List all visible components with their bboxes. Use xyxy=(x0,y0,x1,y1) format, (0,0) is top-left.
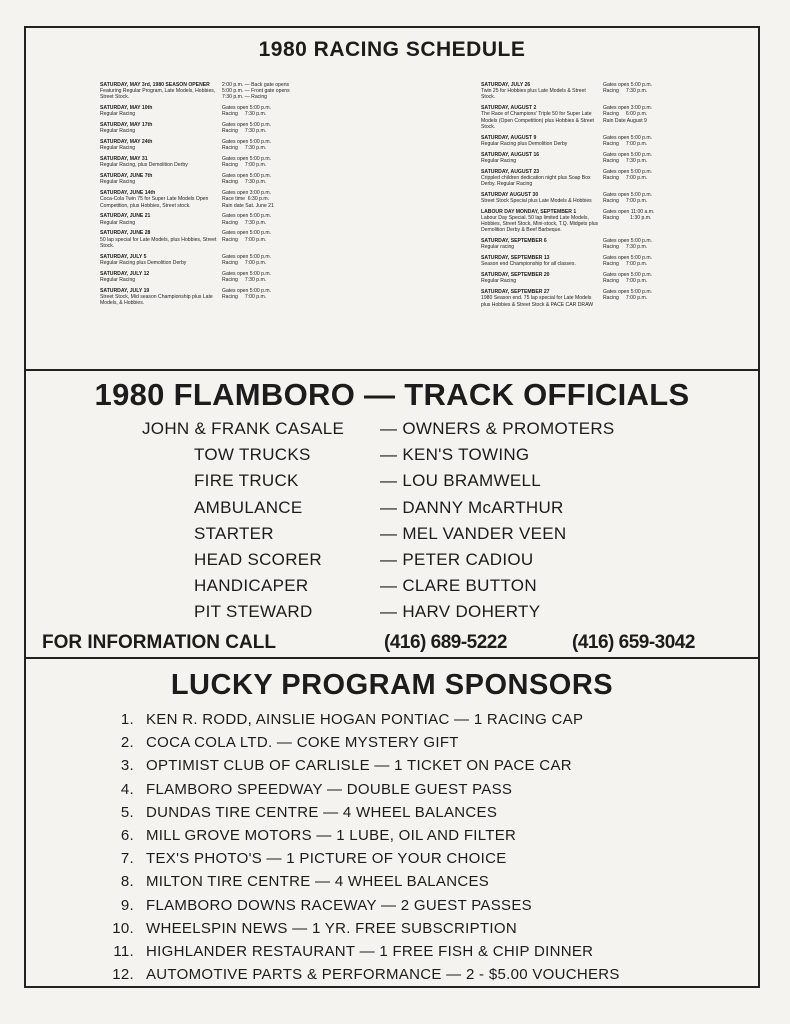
schedule-time-line: Racing 7:00 p.m. xyxy=(603,198,648,205)
schedule-desc-text: Regular Racing plus Demolition Derby xyxy=(481,140,568,147)
schedule-entry-description xyxy=(100,82,220,101)
schedule-date: SATURDAY, JULY 26 xyxy=(481,82,531,88)
sponsor-item xyxy=(106,827,620,850)
schedule-title: 1980 RACING SCHEDULE xyxy=(258,38,526,61)
sponsor-item xyxy=(106,734,620,757)
official-role: HANDICAPER xyxy=(194,576,309,596)
schedule-desc-text: Regular Racing xyxy=(100,145,136,152)
info-phone-2: (416) 659-3042 xyxy=(572,632,695,653)
schedule-times xyxy=(220,139,340,151)
schedule-time-line: Gates open 5:00 p.m. xyxy=(603,238,652,245)
schedule-times xyxy=(220,271,340,283)
schedule-date: SATURDAY, AUGUST 23 xyxy=(481,168,540,175)
schedule-entry xyxy=(100,139,340,151)
official-role: FIRE TRUCK xyxy=(194,471,299,491)
sponsor-text: KEN R. RODD, AINSLIE HOGAN PONTIAC — 1 RACING CAP xyxy=(146,711,584,728)
schedule-entry xyxy=(100,213,340,225)
track-officials-section xyxy=(26,371,758,659)
schedule-time-line: Racing 7:30 p.m. xyxy=(222,111,267,118)
schedule-times xyxy=(220,254,340,266)
schedule-time-line: 7:30 p.m. — Racing xyxy=(222,94,268,101)
schedule-time-line: Gates open 5:00 p.m. xyxy=(222,253,271,260)
schedule-date: SATURDAY, JUNE 7th xyxy=(100,173,153,180)
schedule-time-line: Racing 7:30 p.m. xyxy=(603,157,648,164)
schedule-entry xyxy=(481,289,721,308)
sponsor-number: 7. xyxy=(120,850,134,868)
schedule-date: SATURDAY, SEPTEMBER 27 xyxy=(481,289,550,296)
schedule-date: SATURDAY, SEPTEMBER 20 xyxy=(481,272,550,279)
schedule-times xyxy=(220,288,340,307)
schedule-desc-text: Regular Racing xyxy=(100,276,136,283)
sponsor-item xyxy=(106,920,620,943)
schedule-times xyxy=(220,105,340,117)
official-name: — OWNERS & PROMOTERS xyxy=(380,419,615,438)
schedule-desc-text: Regular racing xyxy=(481,244,515,251)
schedule-date: SATURDAY, MAY 31 xyxy=(100,156,148,163)
schedule-desc-text: Twin 25 for Hobbies plus Late Models & Street Stock. xyxy=(481,88,586,101)
schedule-desc-text: Street Stock, Mid season Championship plus Late Models, & Hobbies. xyxy=(100,293,213,307)
schedule-times xyxy=(601,169,721,188)
schedule-entry xyxy=(100,230,340,249)
schedule-entry-description xyxy=(481,82,601,101)
schedule-time-line: Gates open 3:00 p.m. xyxy=(603,105,652,112)
schedule-time-line: Racing 7:30 p.m. xyxy=(603,88,648,95)
schedule-time-line: Racing 7:00 p.m. xyxy=(222,236,267,243)
schedule-desc-text: Regular Racing xyxy=(100,128,136,135)
schedule-time-line: Rain Date August 9 xyxy=(603,117,647,124)
sponsor-text: HIGHLANDER RESTAURANT — 1 FREE FISH & CHIP DINNER xyxy=(146,942,594,960)
official-role: PIT STEWARD xyxy=(194,602,313,622)
schedule-date: SATURDAY, MAY 24th xyxy=(100,139,153,146)
schedule-time-line: Gates open 5:00 p.m. xyxy=(603,151,652,158)
schedule-entry-description xyxy=(100,271,220,283)
schedule-time-line: Gates open 11:00 a.m. xyxy=(603,208,655,215)
schedule-time-line: Racing 7:00 p.m. xyxy=(603,295,648,302)
schedule-desc-text: Season end Championship for all classes. xyxy=(481,261,576,268)
sponsor-text: OPTIMIST CLUB OF CARLISLE — 1 TICKET ON PACE CAR xyxy=(146,757,572,775)
schedule-date: SATURDAY, MAY 3rd, 1980 SEASON OPENER xyxy=(100,82,210,88)
schedule-entry xyxy=(481,152,721,164)
official-name: — PETER CADIOU xyxy=(380,550,534,569)
schedule-date: SATURDAY, AUGUST 2 xyxy=(481,105,537,112)
official-role: JOHN & FRANK CASALE xyxy=(142,419,345,438)
schedule-entry xyxy=(481,209,721,234)
schedule-desc-text: Regular Racing, plus Demolition Derby xyxy=(100,162,188,169)
schedule-desc-text: Crippled children dedication night plus Soap Box Derby. Regular Racing xyxy=(481,174,591,188)
schedule-entry xyxy=(481,82,721,101)
schedule-time-line: Racing 7:00 p.m. xyxy=(603,174,648,181)
schedule-date: SATURDAY, SEPTEMBER 13 xyxy=(481,255,550,262)
schedule-date: SATURDAY, AUGUST 16 xyxy=(481,151,540,158)
sponsor-number: 2. xyxy=(120,734,134,752)
sponsor-item xyxy=(106,850,620,873)
schedule-time-line: Racing 7:00 p.m. xyxy=(603,140,648,147)
schedule-date: LABOUR DAY MONDAY, SEPTEMBER 1 xyxy=(481,208,577,215)
schedule-date: SATURDAY, JUNE 28 xyxy=(100,230,151,237)
officials-title: 1980 FLAMBORO — TRACK OFFICIALS xyxy=(94,377,690,412)
schedule-time-line: Gates open 5:00 p.m. xyxy=(603,134,652,141)
schedule-time-line: Gates open 5:00 p.m. xyxy=(603,168,652,175)
schedule-time-line: Racing 7:30 p.m. xyxy=(222,276,267,283)
sponsor-number: 5. xyxy=(120,803,134,821)
schedule-entry-description xyxy=(481,238,601,250)
schedule-date: SATURDAY, AUGUST 9 xyxy=(481,134,537,141)
schedule-entry-description xyxy=(100,156,220,168)
schedule-date: SATURDAY, MAY 10th xyxy=(100,105,153,112)
schedule-times xyxy=(601,272,721,284)
official-role: STARTER xyxy=(194,523,274,543)
schedule-entry-description xyxy=(100,213,220,225)
schedule-entry-description xyxy=(481,209,601,234)
schedule-time-line: Racing 7:30 p.m. xyxy=(222,219,267,226)
schedule-entry-description xyxy=(100,122,220,134)
sponsors-list xyxy=(106,711,620,989)
schedule-entry xyxy=(481,135,721,147)
schedule-left-column xyxy=(100,82,340,311)
sponsor-text: COCA COLA LTD. — COKE MYSTERY GIFT xyxy=(146,734,459,752)
sponsor-number: 4. xyxy=(120,780,134,798)
schedule-desc-text: Regular Racing xyxy=(100,179,136,186)
schedule-time-line: Gates open 5:00 p.m. xyxy=(603,82,652,88)
schedule-entry-description xyxy=(100,190,220,209)
schedule-time-line: Gates open 5:00 p.m. xyxy=(222,287,271,294)
page-frame xyxy=(24,26,760,988)
schedule-time-line: 2:00 p.m. — Back gate opens xyxy=(222,82,290,88)
schedule-desc-text: 1980 Season end. 75 lap special for Late Models plus Hobbies & Street Stock & PACE CAR DRAW xyxy=(481,295,594,308)
schedule-entry xyxy=(481,105,721,130)
schedule-desc-text: Featuring Regular Program, Late Models, Hobbies, Street Stock. xyxy=(100,88,216,101)
schedule-time-line: Gates open 5:00 p.m. xyxy=(222,156,271,163)
sponsor-text: FLAMBORO SPEEDWAY — DOUBLE GUEST PASS xyxy=(146,780,513,798)
racing-schedule-section xyxy=(26,28,758,371)
sponsor-text: MILTON TIRE CENTRE — 4 WHEEL BALANCES xyxy=(146,873,490,891)
schedule-right-column xyxy=(481,82,721,312)
schedule-entry xyxy=(481,192,721,204)
schedule-times xyxy=(601,209,721,234)
sponsor-text: TEX'S PHOTO'S — 1 PICTURE OF YOUR CHOICE xyxy=(146,850,507,868)
sponsor-item xyxy=(106,804,620,827)
official-role: HEAD SCORER xyxy=(194,550,322,569)
schedule-times xyxy=(220,173,340,185)
sponsor-number: 3. xyxy=(120,757,134,775)
schedule-time-line: Racing 1:30 p.m. xyxy=(603,215,652,222)
schedule-desc-text: Regular Racing xyxy=(100,111,136,118)
schedule-times xyxy=(220,156,340,168)
schedule-desc-text: Street Stock Special plus Late Models & Hobbies xyxy=(481,198,592,205)
schedule-time-line: Gates open 5:00 p.m. xyxy=(603,255,652,262)
schedule-time-line: Racing 7:00 p.m. xyxy=(603,278,648,285)
schedule-entry xyxy=(100,156,340,168)
schedule-time-line: Gates open 5:00 p.m. xyxy=(222,139,271,146)
schedule-time-line: Gates open 5:00 p.m. xyxy=(603,191,652,198)
sponsor-number: 8. xyxy=(120,873,134,891)
official-role: TOW TRUCKS xyxy=(194,445,311,465)
schedule-time-line: Racing 7:00 p.m. xyxy=(222,293,267,300)
sponsor-text: AUTOMOTIVE PARTS & PERFORMANCE — 2 - $5.00 VOUCHERS xyxy=(146,966,620,984)
schedule-time-line: Gates open 5:00 p.m. xyxy=(222,230,271,237)
schedule-entry xyxy=(100,122,340,134)
schedule-time-line: Gates open 5:00 p.m. xyxy=(222,105,271,112)
schedule-date: SATURDAY, JULY 12 xyxy=(100,270,150,277)
schedule-entry-description xyxy=(100,230,220,249)
sponsor-number: 10. xyxy=(112,919,134,937)
schedule-entry xyxy=(481,169,721,188)
schedule-entry-description xyxy=(481,152,601,164)
schedule-date: SATURDAY, JUNE 14th xyxy=(100,190,156,197)
schedule-time-line: Racing 7:30 p.m. xyxy=(222,145,267,152)
schedule-entry-description xyxy=(100,254,220,266)
schedule-entry xyxy=(100,82,340,101)
schedule-desc-text: Coca-Cola Twin 75 for Super Late Models Open Competition, plus Hobbies, Street stock. xyxy=(100,196,209,209)
schedule-entry-description xyxy=(481,192,601,204)
schedule-times xyxy=(601,105,721,130)
schedule-desc-text: Regular Racing xyxy=(481,278,517,285)
schedule-times xyxy=(220,230,340,249)
schedule-entry-description xyxy=(100,173,220,185)
schedule-date: SATURDAY, SEPTEMBER 6 xyxy=(481,238,547,245)
schedule-times xyxy=(601,192,721,204)
sponsor-text: WHEELSPIN NEWS — 1 YR. FREE SUBSCRIPTION xyxy=(146,919,517,937)
schedule-time-line: 5:00 p.m. — Front gate opens xyxy=(222,88,290,95)
official-name: — LOU BRAMWELL xyxy=(380,471,542,491)
schedule-times xyxy=(601,82,721,101)
official-name: — MEL VANDER VEEN xyxy=(380,523,567,543)
sponsor-item xyxy=(106,873,620,896)
schedule-time-line: Gates open 5:00 p.m. xyxy=(222,122,271,129)
sponsor-text: FLAMBORO DOWNS RACEWAY — 2 GUEST PASSES xyxy=(146,896,532,914)
official-name: — DANNY McARTHUR xyxy=(380,497,564,517)
schedule-entry xyxy=(100,254,340,266)
official-role: AMBULANCE xyxy=(194,497,303,517)
schedule-entry xyxy=(100,190,340,209)
sponsor-text: DUNDAS TIRE CENTRE — 4 WHEEL BALANCES xyxy=(146,803,498,821)
schedule-time-line: Gates open 5:00 p.m. xyxy=(603,272,652,279)
sponsor-item xyxy=(106,897,620,920)
official-name: — KEN'S TOWING xyxy=(380,445,530,465)
schedule-desc-text: Regular Racing xyxy=(100,219,136,226)
schedule-time-line: Race time 6:30 p.m. xyxy=(222,196,269,203)
info-label: FOR INFORMATION CALL xyxy=(42,632,276,653)
sponsor-number: 6. xyxy=(120,826,134,844)
schedule-entry xyxy=(100,271,340,283)
schedule-time-line: Racing 7:00 p.m. xyxy=(222,259,267,266)
sponsor-item xyxy=(106,711,620,734)
sponsors-section xyxy=(26,659,758,988)
schedule-entry-description xyxy=(481,105,601,130)
schedule-time-line: Racing 7:30 p.m. xyxy=(222,128,267,135)
schedule-time-line: Racing 7:30 p.m. xyxy=(603,244,648,251)
schedule-date: SATURDAY, JULY 5 xyxy=(100,253,147,260)
schedule-time-line: Racing 7:00 p.m. xyxy=(222,162,267,169)
schedule-desc-text: The Race of Champions' Triple 50 for Super Late Models (Open Competition) plus Hobbies & Street Stock. xyxy=(481,111,594,130)
schedule-times xyxy=(601,238,721,250)
schedule-date: SATURDAY, JULY 19 xyxy=(100,287,150,294)
schedule-desc-text: Regular Racing xyxy=(481,157,517,164)
schedule-times xyxy=(220,190,340,209)
schedule-times xyxy=(601,289,721,308)
official-name: — HARV DOHERTY xyxy=(380,602,541,622)
sponsors-title: LUCKY PROGRAM SPONSORS xyxy=(170,669,614,701)
schedule-desc-text: 50 lap special for Late Models, plus Hobbies, Street Stock. xyxy=(100,236,217,249)
schedule-date: SATURDAY, JUNE 21 xyxy=(100,213,151,220)
schedule-desc-text: Regular Racing plus Demolition Derby xyxy=(100,259,187,266)
schedule-time-line: Gates open 5:00 p.m. xyxy=(222,270,271,277)
schedule-entry-description xyxy=(100,139,220,151)
schedule-times xyxy=(220,122,340,134)
schedule-entry-description xyxy=(100,105,220,117)
sponsor-item xyxy=(106,966,620,989)
sponsor-number: 1. xyxy=(120,711,134,728)
sponsor-item xyxy=(106,757,620,780)
schedule-times xyxy=(220,213,340,225)
schedule-date: SATURDAY, MAY 17th xyxy=(100,122,153,129)
schedule-time-line: Racing 7:30 p.m. xyxy=(222,179,267,186)
schedule-time-line: Racing 7:00 p.m. xyxy=(603,261,648,268)
schedule-entry-description xyxy=(481,272,601,284)
schedule-time-line: Rain date Sat. June 21 xyxy=(222,202,274,209)
schedule-entry xyxy=(481,238,721,250)
schedule-entry xyxy=(100,288,340,307)
schedule-entry xyxy=(481,272,721,284)
sponsor-number: 11. xyxy=(113,942,134,960)
schedule-entry xyxy=(100,173,340,185)
schedule-times xyxy=(601,255,721,267)
schedule-time-line: Gates open 5:00 p.m. xyxy=(222,173,271,180)
schedule-entry-description xyxy=(100,288,220,307)
schedule-times xyxy=(601,135,721,147)
schedule-time-line: Racing 6:00 p.m. xyxy=(603,111,648,118)
schedule-desc-text: Labour Day Special. 50 lap limited Late Models, Hobbies, Street Stock, Mini-stock, T.Q. Midgets plus Demolition Derby & Beef Barbeque. xyxy=(481,215,599,234)
schedule-time-line: Gates open 3:00 p.m. xyxy=(222,190,271,197)
schedule-entry-description xyxy=(481,289,601,308)
sponsor-item xyxy=(106,781,620,804)
official-name: — CLARE BUTTON xyxy=(380,576,537,596)
schedule-entry xyxy=(100,105,340,117)
info-phone-1: (416) 689-5222 xyxy=(384,632,507,653)
schedule-time-line: Gates open 5:00 p.m. xyxy=(222,213,271,220)
sponsor-number: 12. xyxy=(112,966,134,984)
schedule-entry-description xyxy=(481,255,601,267)
schedule-times xyxy=(220,82,340,101)
schedule-entry-description xyxy=(481,169,601,188)
schedule-entry-description xyxy=(481,135,601,147)
schedule-time-line: Gates open 5:00 p.m. xyxy=(603,289,652,296)
sponsor-text: MILL GROVE MOTORS — 1 LUBE, OIL AND FILTER xyxy=(146,826,517,844)
sponsor-item xyxy=(106,943,620,966)
schedule-entry xyxy=(481,255,721,267)
schedule-times xyxy=(601,152,721,164)
schedule-date: SATURDAY AUGUST 30 xyxy=(481,191,539,198)
sponsor-number: 9. xyxy=(120,896,134,914)
